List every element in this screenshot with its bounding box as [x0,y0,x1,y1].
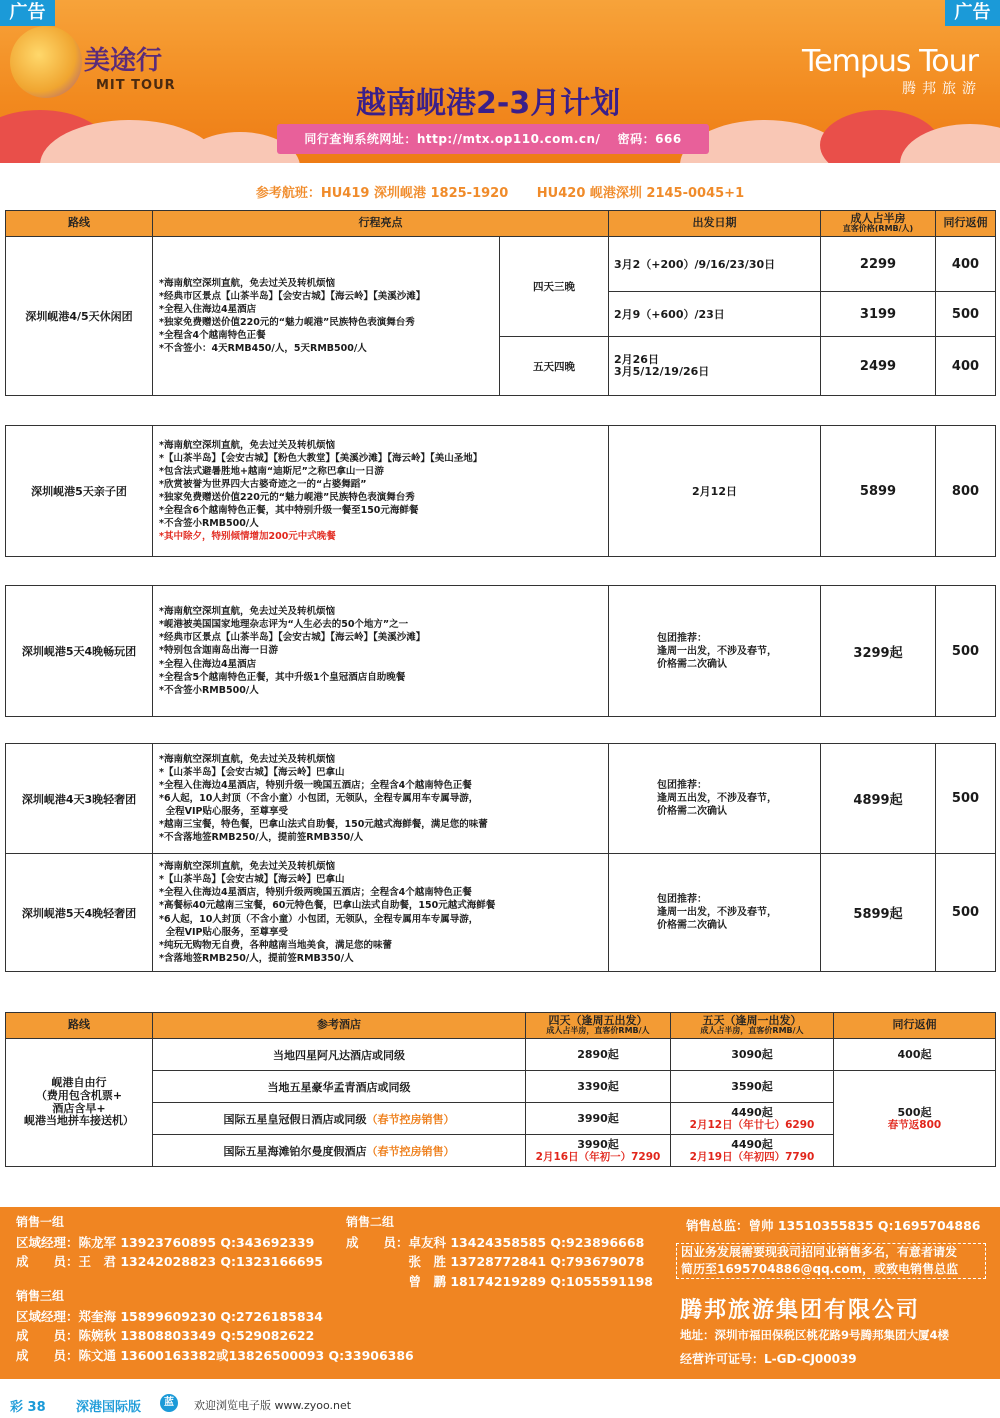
tour-block-luxury [5,743,996,972]
flight-outbound: 参考航班：HU419 深圳岘港 1825-1920 [255,186,509,201]
price: 5899 [821,426,936,557]
itinerary-highlights: *海南航空深圳直航，免去过关及转机烦恼 *【山茶半岛】【会安古城】【粉色大教堂】【美溪沙滩】【海云岭】【美山圣地】 *包含法式避暑胜地+越南“迪斯尼”之称巴拿山一日游 *欣赏被誉为世界四大古婆奇迹之一的“占婆舞蹈” *独家免费赠送价值220元的“魅力岘港”民族特色表演舞台秀 *全程含6个越南特色正餐，其中特别升级一餐至150元海鲜餐 *不含签小RMB500/人 *其中除夕，特别倾情增加200元中式晚餐 [153,426,609,557]
free-travel-table [5,1012,996,1167]
rebate: 500 [936,744,996,854]
license-number: 经营许可证号：L-GD-CJ00039 [680,1352,857,1366]
price: 2499 [821,337,936,396]
edition-label: 深港国际版 [76,1400,142,1415]
duration-label: 四天三晚 [500,237,609,337]
route-name: 岘港自由行 （费用包含机票+ 酒店含早+ 岘港当地拼车接送机） [6,1039,153,1167]
page-title: 越南岘港2-3月计划 [356,86,621,121]
logo-left-en: MIT TOUR [96,78,176,93]
col-five-days: 五天（逢周一出发） 成人占半房，直客价RMB/人 [671,1013,834,1039]
page-number: 彩 38 [10,1400,46,1415]
route-name: 深圳岘港4/5天休闲团 [6,237,153,396]
new-year-eve-note: *其中除夕，特别倾情增加200元中式晚餐 [159,531,336,543]
departure-date: 3月2（+200）/9/16/23/30日 [609,237,821,292]
company-address: 地址：深圳市福田保税区桃花路9号腾邦集团大厦4楼 [680,1328,950,1342]
departure-date: 2月12日 [609,426,821,557]
hotel-name: 国际五星皇冠假日酒店或同级（春节控房销售） [153,1103,526,1135]
rebate: 400起 [834,1039,996,1071]
rebate: 800 [936,426,996,557]
tempus-tour-logo-cn: 腾邦旅游 [902,81,982,97]
itinerary-highlights: *海南航空深圳直航，免去过关及转机烦恼 *岘港被美国国家地理杂志评为“人生必去的50个地方”之一 *经典市区景点【山茶半岛】【会安古城】【海云岭】【美溪沙滩】 *特别包含迦南岛出海一日游 *全程入住海边4星酒店 *全程含5个越南特色正餐，其中升级1个皇冠酒店自助晚餐 *不含签小RMB500/人 [153,586,609,717]
company-name: 腾邦旅游集团有限公司 [680,1298,921,1323]
route-name: 深圳岘港4天3晚轻奢团 [6,744,153,854]
website-link[interactable]: 欢迎浏览电子版 www.zyoo.net [194,1399,352,1412]
col-route: 路线 [6,1013,153,1039]
price: 2299 [821,237,936,292]
spring-festival-rebate: 春节返800 [887,1118,942,1131]
rebate: 500 [936,586,996,717]
four-day-price: 3390起 [526,1071,671,1103]
price: 3299起 [821,586,936,717]
departure-date: 2月9（+600）/23日 [609,292,821,337]
four-day-price: 3990起 [526,1103,671,1135]
package-note: 包团推荐： 逢周五出发，不涉及春节， 价格需二次确认 [609,744,821,854]
route-name: 深圳岘港5天亲子团 [6,426,153,557]
rebate: 500 [936,854,996,972]
five-day-price: 3090起 [671,1039,834,1071]
price: 4899起 [821,744,936,854]
tour-block-family [5,425,996,557]
sales-group-3: 销售三组 区域经理：郑奎海 15899609230 Q:2726185834 成 员：陈婉秋 13808803349 Q:529082622 成 员：陈文通 13600163382或13826500093 Q:33906386 [16,1289,414,1363]
itinerary-highlights: *海南航空深圳直航，免去过关及转机烦恼 *经典市区景点【山茶半岛】【会安古城】【海云岭】【美溪沙滩】 *全程入住海边4星酒店 *独家免费赠送价值220元的“魅力岘港”民族特色表演舞台秀 *全程含4个越南特色正餐 *不含签小：4天RMB450/人，5天RMB500/人 [153,237,500,396]
price: 3199 [821,292,936,337]
rebate: 400 [936,237,996,292]
query-system-bar: 同行查询系统网址：http://mtx.op110.com.cn/ 密码：666 [277,124,709,154]
ad-tag-left: 广告 [0,0,55,26]
col-date: 出发日期 [609,211,821,237]
sales-group-2: 销售二组 成 员：卓友科 13424358585 Q:923896668 张 胜 13728772841 Q:793679078 曾 鹏 18174219289 Q:1055591198 [346,1215,653,1289]
departure-date: 2月26日 3月5/12/19/26日 [609,337,821,396]
package-note: 包团推荐： 逢周一出发，不涉及春节， 价格需二次确认 [609,854,821,972]
sales-group-1: 销售一组 区域经理：陈龙军 13923760895 Q:343692339 成 员：王 君 13242028823 Q:1323166695 [16,1215,323,1269]
col-highlights: 行程亮点 [153,211,609,237]
col-route: 路线 [6,211,153,237]
tempus-tour-logo: Tempus Tour [801,44,978,79]
sales-footer [0,1207,1000,1379]
tour-table-header [5,210,996,237]
col-price: 成人占半房 直客价格(RMB/人) [821,211,936,237]
five-day-price: 4490起 2月12日（年廿七）6290 [671,1103,834,1135]
page-bottom [0,1388,1000,1418]
rebate: 500 [936,292,996,337]
route-name: 深圳岘港5天4晚轻奢团 [6,854,153,972]
hotel-name: 当地五星豪华孟青酒店或同级 [153,1071,526,1103]
five-day-price: 3590起 [671,1071,834,1103]
four-day-price: 3990起 2月16日（年初一）7290 [526,1135,671,1167]
col-rebate: 同行返佣 [936,211,996,237]
blue-badge-icon: 蓝 [160,1394,178,1412]
duration-label: 五天四晚 [500,337,609,396]
itinerary-highlights: *海南航空深圳直航，免去过关及转机烦恼 *【山茶半岛】【会安古城】【海云岭】巴拿山 *全程入住海边4星酒店，特别升级一晚国五酒店；全程含4个越南特色正餐 *6人起，10人封顶（不含小童）小包团，无领队，全程专属用车专属导游， 全程VIP贴心服务，至尊享受 *越南三宝餐，特色餐，巴拿山法式自助餐，150元越式海鲜餐，满足您的味蕾 *不含落地签RMB250/人，提前签RMB350/人 [153,744,609,854]
recruit-notice: 因业务发展需要现我司招同业销售多名，有意者请发 简历至1695704886@qq.com，或致电销售总监 [676,1243,986,1279]
rebate: 400 [936,337,996,396]
hotel-name: 国际五星海滩铂尔曼度假酒店（春节控房销售） [153,1135,526,1167]
mit-tour-logo-icon [10,26,82,98]
col-rebate: 同行返佣 [834,1013,996,1039]
flight-return: HU420 岘港深圳 2145-0045+1 [536,186,745,201]
col-four-days: 四天（逢周五出发） 成人占半房，直客价RMB/人 [526,1013,671,1039]
package-note: 包团推荐： 逢周一出发，不涉及春节， 价格需二次确认 [609,586,821,717]
col-hotel: 参考酒店 [153,1013,526,1039]
rebate: 500起 春节返800 [834,1071,996,1167]
header-banner [0,0,1000,163]
sales-director: 销售总监：曾帅 13510355835 Q:1695704886 [686,1218,981,1233]
ad-tag-right: 广告 [945,0,1000,26]
tour-block-fun [5,585,996,717]
five-day-price: 4490起 2月19日（年初四）7790 [671,1135,834,1167]
itinerary-highlights: *海南航空深圳直航，免去过关及转机烦恼 *【山茶半岛】【会安古城】【海云岭】巴拿山 *全程入住海边4星酒店，特别升级两晚国五酒店；全程含4个越南特色正餐 *高餐标40元越南三宝餐，60元特色餐，巴拿山法式自助餐，150元越式海鲜餐 *6人起，10人封顶（不含小童）小包团，无领队，全程专属用车专属导游， 全程VIP贴心服务，至尊享受 *纯玩无购物无自费，各种越南当地美食，满足您的味蕾 *含落地签RMB250/人，提前签RMB350/人 [153,854,609,972]
reference-flight [0,182,1000,201]
logo-left-cn: 美途行 [84,46,163,76]
hotel-name: 当地四星阿凡达酒店或同级 [153,1039,526,1071]
tour-block-leisure [5,236,996,396]
price: 5899起 [821,854,936,972]
four-day-price: 2890起 [526,1039,671,1071]
route-name: 深圳岘港5天4晚畅玩团 [6,586,153,717]
